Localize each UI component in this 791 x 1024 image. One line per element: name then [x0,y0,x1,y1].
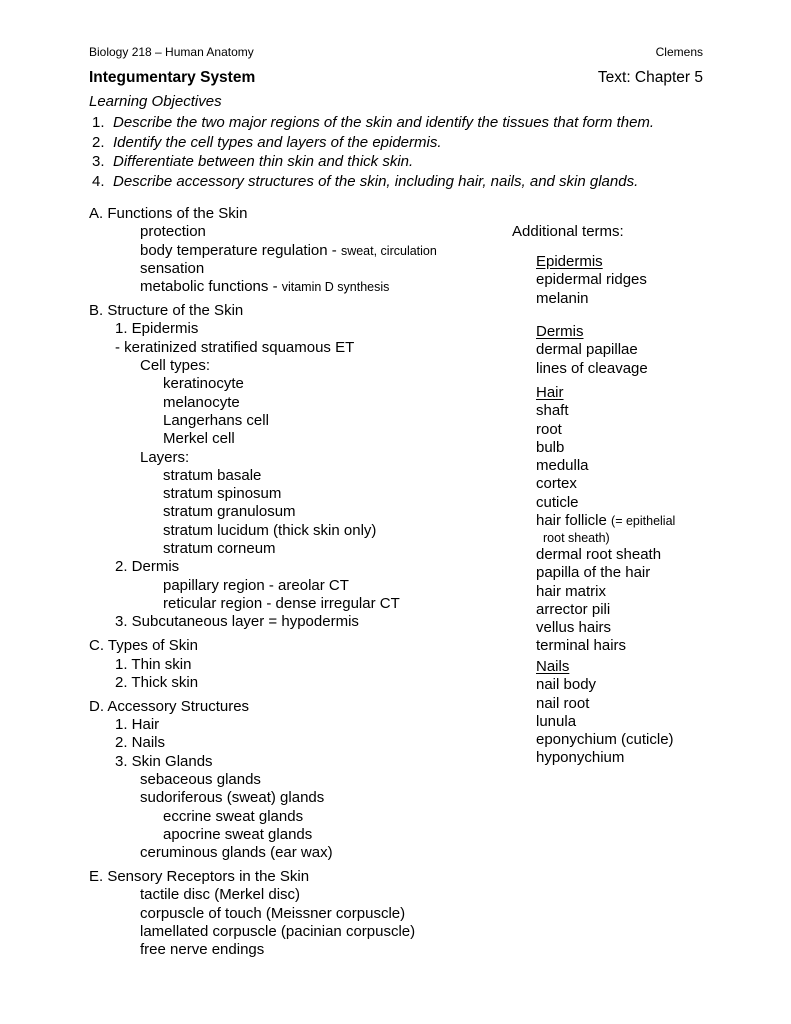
outline-line [89,613,509,631]
text-part: hyponychium [536,749,625,767]
outline-line [89,394,509,412]
text-part: D. Accessory Structures [89,697,250,715]
term-line [536,512,675,530]
text-part: Dermis [536,323,584,340]
term-line [536,402,675,420]
objective-item [92,113,654,133]
text-part: stratum corneum [163,540,276,558]
text-part: melanocyte [163,393,240,411]
text-part: stratum spinosum [163,485,282,503]
term-line [536,457,675,475]
text-part: protection [140,223,206,241]
outline-line [89,826,509,844]
text-part: 1. Thin skin [115,655,192,673]
text-part: sudoriferous (sweat) glands [140,789,325,807]
outline-line [89,637,509,655]
objective-text: Describe the two major regions of the skin and identify the tissues that form them. [113,114,655,131]
text-part: Hair [536,384,564,401]
outline-line [89,260,509,278]
text-part: C. Types of Skin [89,637,198,655]
outline-line [89,771,509,789]
text-part: reticular region - dense irregular CT [163,594,400,612]
text-part: 2. Dermis [115,558,180,576]
text-part: lamellated corpuscle (pacinian corpuscle) [140,923,416,941]
text-part: ceruminous glands (ear wax) [140,844,333,862]
term-line [536,601,675,619]
text-part: 1. Epidermis [115,320,199,338]
outline-line [89,558,509,576]
instructor-label: Clemens [655,45,703,59]
text-part: medulla [536,457,589,475]
outline-line [89,223,509,241]
outline-line [89,868,509,886]
term-line [536,323,648,341]
term-line [536,384,675,402]
outline-line [89,522,509,540]
text-part: 2. Nails [115,734,166,752]
text-part: 3. Skin Glands [115,752,213,770]
text-part: stratum granulosum [163,503,296,521]
main-outline [89,205,509,960]
outline-line [89,753,509,771]
term-line [536,676,674,694]
text-part: shaft [536,402,569,420]
outline-line [89,412,509,430]
text-part: sweat, circulation [340,243,437,258]
text-part: root sheath) [543,531,610,546]
course-label: Biology 218 – Human Anatomy [89,45,254,59]
outline-line [89,844,509,862]
outline-line [89,540,509,558]
text-part: 3. Subcutaneous layer = hypodermis [115,613,359,631]
term-line [536,583,675,601]
outline-section-accessory-structures [89,698,509,863]
term-line [536,253,647,271]
outline-line [89,242,509,260]
term-line [536,546,675,564]
text-part: vellus hairs [536,619,612,637]
objective-number: 4. [92,172,105,190]
terms-group-nails [536,658,674,768]
outline-line [89,698,509,716]
text-part: lines of cleavage [536,359,648,377]
learning-objectives-heading: Learning Objectives [89,93,222,110]
outline-line [89,734,509,752]
text-part: terminal hairs [536,637,627,655]
outline-line [89,595,509,613]
term-line [536,619,675,637]
text-part: root [536,420,562,438]
header-row-title [89,68,703,87]
term-line [536,749,674,767]
outline-line [89,375,509,393]
text-part: metabolic functions - [140,278,282,296]
text-part: Langerhans cell [163,411,269,429]
outline-line [89,656,509,674]
text-part: Cell types: [140,357,211,375]
text-part: Nails [536,658,570,675]
term-line [536,475,675,493]
text-part: bulb [536,438,565,456]
objective-text: Identify the cell types and layers of the epidermis. [113,133,442,151]
term-line [536,341,648,359]
term-line [536,530,675,546]
outline-line [89,923,509,941]
text-part: 1. Hair [115,716,160,734]
text-part: E. Sensory Receptors in the Skin [89,868,310,886]
objective-number: 3. [92,153,105,170]
text-part: free nerve endings [140,941,265,959]
text-part: body temperature regulation - [140,241,341,259]
text-part: dermal root sheath [536,545,662,563]
text-part: Merkel cell [163,430,235,448]
text-part: melanin [536,289,589,307]
text-part: Epidermis [536,253,603,270]
learning-objectives-list [92,113,654,191]
objective-item [92,172,654,192]
text-part: 2. Thick skin [115,673,199,691]
term-line [536,637,675,655]
objective-text: Describe accessory structures of the skin, including hair, nails, and skin glands. [113,172,639,190]
text-part: papilla of the hair [536,564,651,582]
text-part: eccrine sweat glands [163,807,304,825]
additional-terms-heading: Additional terms: [512,223,624,240]
term-line [536,695,674,713]
outline-section-types-of-skin [89,637,509,692]
text-part: stratum lucidum (thick skin only) [163,521,377,539]
terms-group-hair [536,384,675,656]
outline-line [89,905,509,923]
text-part: hair follicle [536,512,612,530]
outline-line [89,449,509,467]
text-part: vitamin D synthesis [281,280,390,295]
text-part: cuticle [536,493,579,511]
outline-line [89,716,509,734]
term-line [536,494,675,512]
outline-line [89,357,509,375]
outline-line [89,886,509,904]
terms-group-epidermis [536,253,647,308]
outline-section-sensory-receptors [89,868,509,959]
term-line [536,271,647,289]
text-part: cortex [536,475,577,493]
text-chapter-label: Text: Chapter 5 [597,69,703,86]
text-part: - keratinized stratified squamous ET [115,338,355,356]
term-line [536,290,647,308]
text-part: (= epithelial [611,514,676,529]
term-line [536,360,648,378]
outline-line [89,577,509,595]
term-line [536,731,674,749]
text-part: hair matrix [536,582,607,600]
outline-line [89,941,509,959]
text-part: papillary region - areolar CT [163,576,349,594]
text-part: dermal papillae [536,341,638,359]
outline-line [89,320,509,338]
objective-item [92,133,654,153]
text-part: corpuscle of touch (Meissner corpuscle) [140,904,406,922]
outline-line [89,789,509,807]
objective-item [92,152,654,172]
text-part: sebaceous glands [140,770,261,788]
outline-line [89,674,509,692]
outline-line [89,485,509,503]
text-part: keratinocyte [163,375,244,393]
outline-line [89,205,509,223]
outline-line [89,808,509,826]
outline-line [89,278,509,296]
text-part: Layers: [140,448,190,466]
text-part: stratum basale [163,466,262,484]
objective-text: Differentiate between thin skin and thick skin. [113,153,414,170]
text-part: sensation [140,259,205,277]
objective-number: 2. [92,133,105,151]
terms-group-dermis [536,323,648,378]
outline-line [89,503,509,521]
text-part: eponychium (cuticle) [536,731,674,749]
text-part: arrector pili [536,600,611,618]
outline-section-functions [89,205,509,296]
term-line [536,421,675,439]
term-line [536,439,675,457]
text-part: B. Structure of the Skin [89,302,244,320]
text-part: apocrine sweat glands [163,825,313,843]
text-part: A. Functions of the Skin [89,205,248,222]
term-line [536,658,674,676]
outline-line [89,467,509,485]
outline-line [89,302,509,320]
outline-line [89,339,509,357]
page-title: Integumentary System [89,69,256,86]
term-line [536,564,675,582]
header-row-top [89,45,703,59]
text-part: nail body [536,676,597,694]
outline-section-structure [89,302,509,631]
text-part: epidermal ridges [536,271,647,289]
text-part: tactile disc (Merkel disc) [140,886,301,904]
term-line [536,713,674,731]
outline-line [89,430,509,448]
objective-number: 1. [92,114,105,131]
text-part: nail root [536,694,590,712]
text-part: lunula [536,712,577,730]
